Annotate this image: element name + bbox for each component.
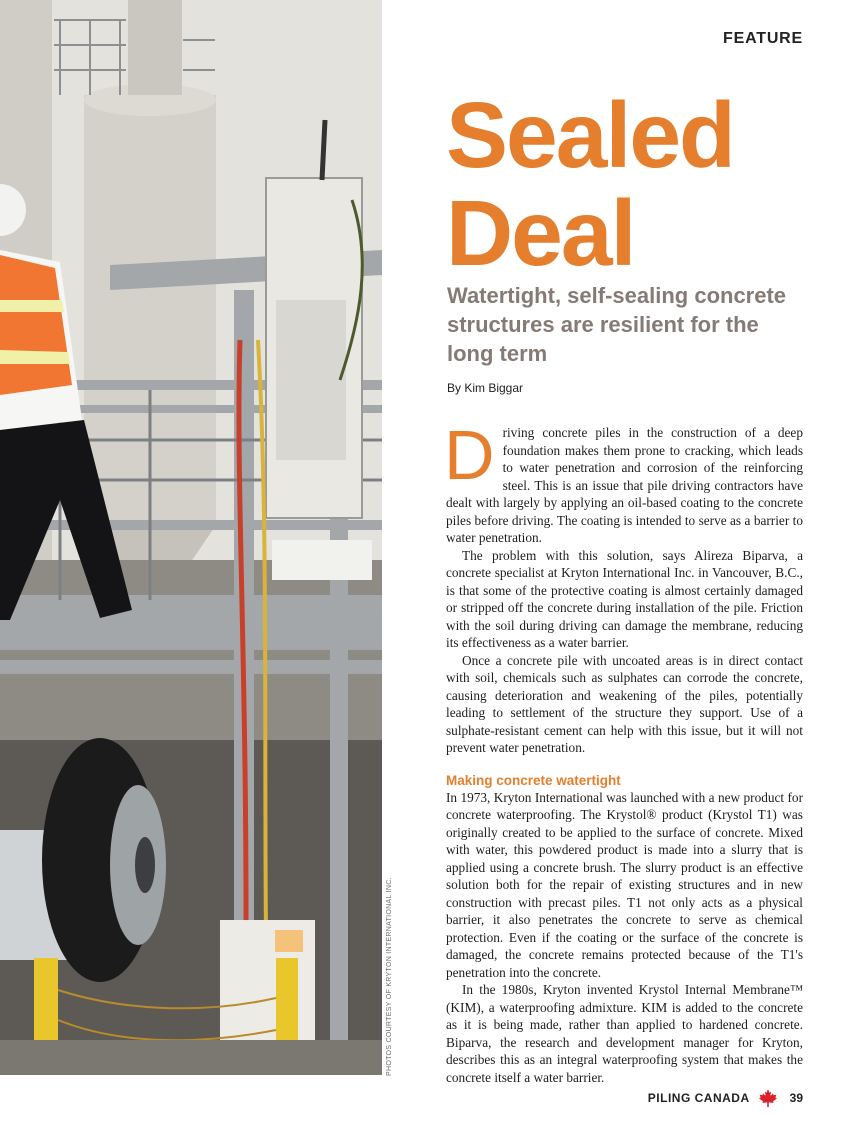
page-number: 39 xyxy=(789,1091,803,1105)
paragraph-5: In the 1980s, Kryton invented Krystol Internal Membrane™ (KIM), a waterproofing admixture. KIM is added to the concrete as it is being made, rather than applied to hardened concrete. Biparva, the research and development manager for Kryton, describes this as an integral waterproofing system that makes the concrete itself a water barrier. xyxy=(446,982,803,1085)
paragraph-4: In 1973, Kryton International was launched with a new product for concrete waterproofing. The Krystol® product (Krystol T1) was originally created to be applied to the surface of concrete. Mixed with water, this powdered product is made into a slurry that is applied using a concrete brush. The slurry product is an effective solution both for the repair of existing structures and in new construction with precast piles. T1 not only acts as a physical barrier, it also penetrates the concrete to serve as chemical protection. Even if the coating or the surface of the concrete is damaged, the concrete remains protected because of the T1's penetration into the concrete. xyxy=(446,789,803,980)
byline: By Kim Biggar xyxy=(447,381,524,395)
title-line-2: Deal xyxy=(446,181,635,285)
paragraph-1-text: riving concrete piles in the construction of a deep foundation makes them prone to cracking, which leads to water penetration and corrosion of the reinforcing steel. This is an issue that pile driving contractors have dealt with largely by applying an oil-based coating to the concrete piles before driving. The coating is intended to serve as a barrier to water penetration. xyxy=(446,425,803,545)
article-subtitle: Watertight, self-sealing concrete structures are resilient for the long term xyxy=(447,283,787,366)
publication-name: PILING CANADA xyxy=(647,1091,750,1105)
article-title xyxy=(446,83,806,285)
drop-cap: D xyxy=(444,416,495,494)
title-line-1: Sealed xyxy=(446,83,734,187)
section-label: FEATURE xyxy=(723,30,803,47)
paragraph-2: The problem with this solution, says Alireza Biparva, a concrete specialist at Kryton International Inc. in Vancouver, B.C., is that some of the protective coating is almost certainly damaged or stripped off the concrete during installation of the pile. Friction with the soil during driving can damage the membrane, reducing its effectiveness as a water barrier. xyxy=(446,547,803,650)
section-heading: Making concrete watertight xyxy=(446,772,621,788)
paragraph-3: Once a concrete pile with uncoated areas is in direct contact with soil, chemicals such as sulphates can corrode the concrete, causing deterioration and weakening of the piles, potentially leading to settlement of the structure they support. Use of a sulphate-resistant cement can help with this issue, but it will not prevent water penetration. xyxy=(446,652,803,755)
photo-credit: PHOTOS COURTESY OF KRYTON INTERNATIONAL INC. xyxy=(386,877,393,1076)
feature-photo xyxy=(0,0,382,1075)
page-footer xyxy=(648,1088,803,1108)
article-body xyxy=(444,416,803,1086)
maple-leaf-icon xyxy=(758,1088,778,1108)
paragraph-1 xyxy=(444,416,803,547)
